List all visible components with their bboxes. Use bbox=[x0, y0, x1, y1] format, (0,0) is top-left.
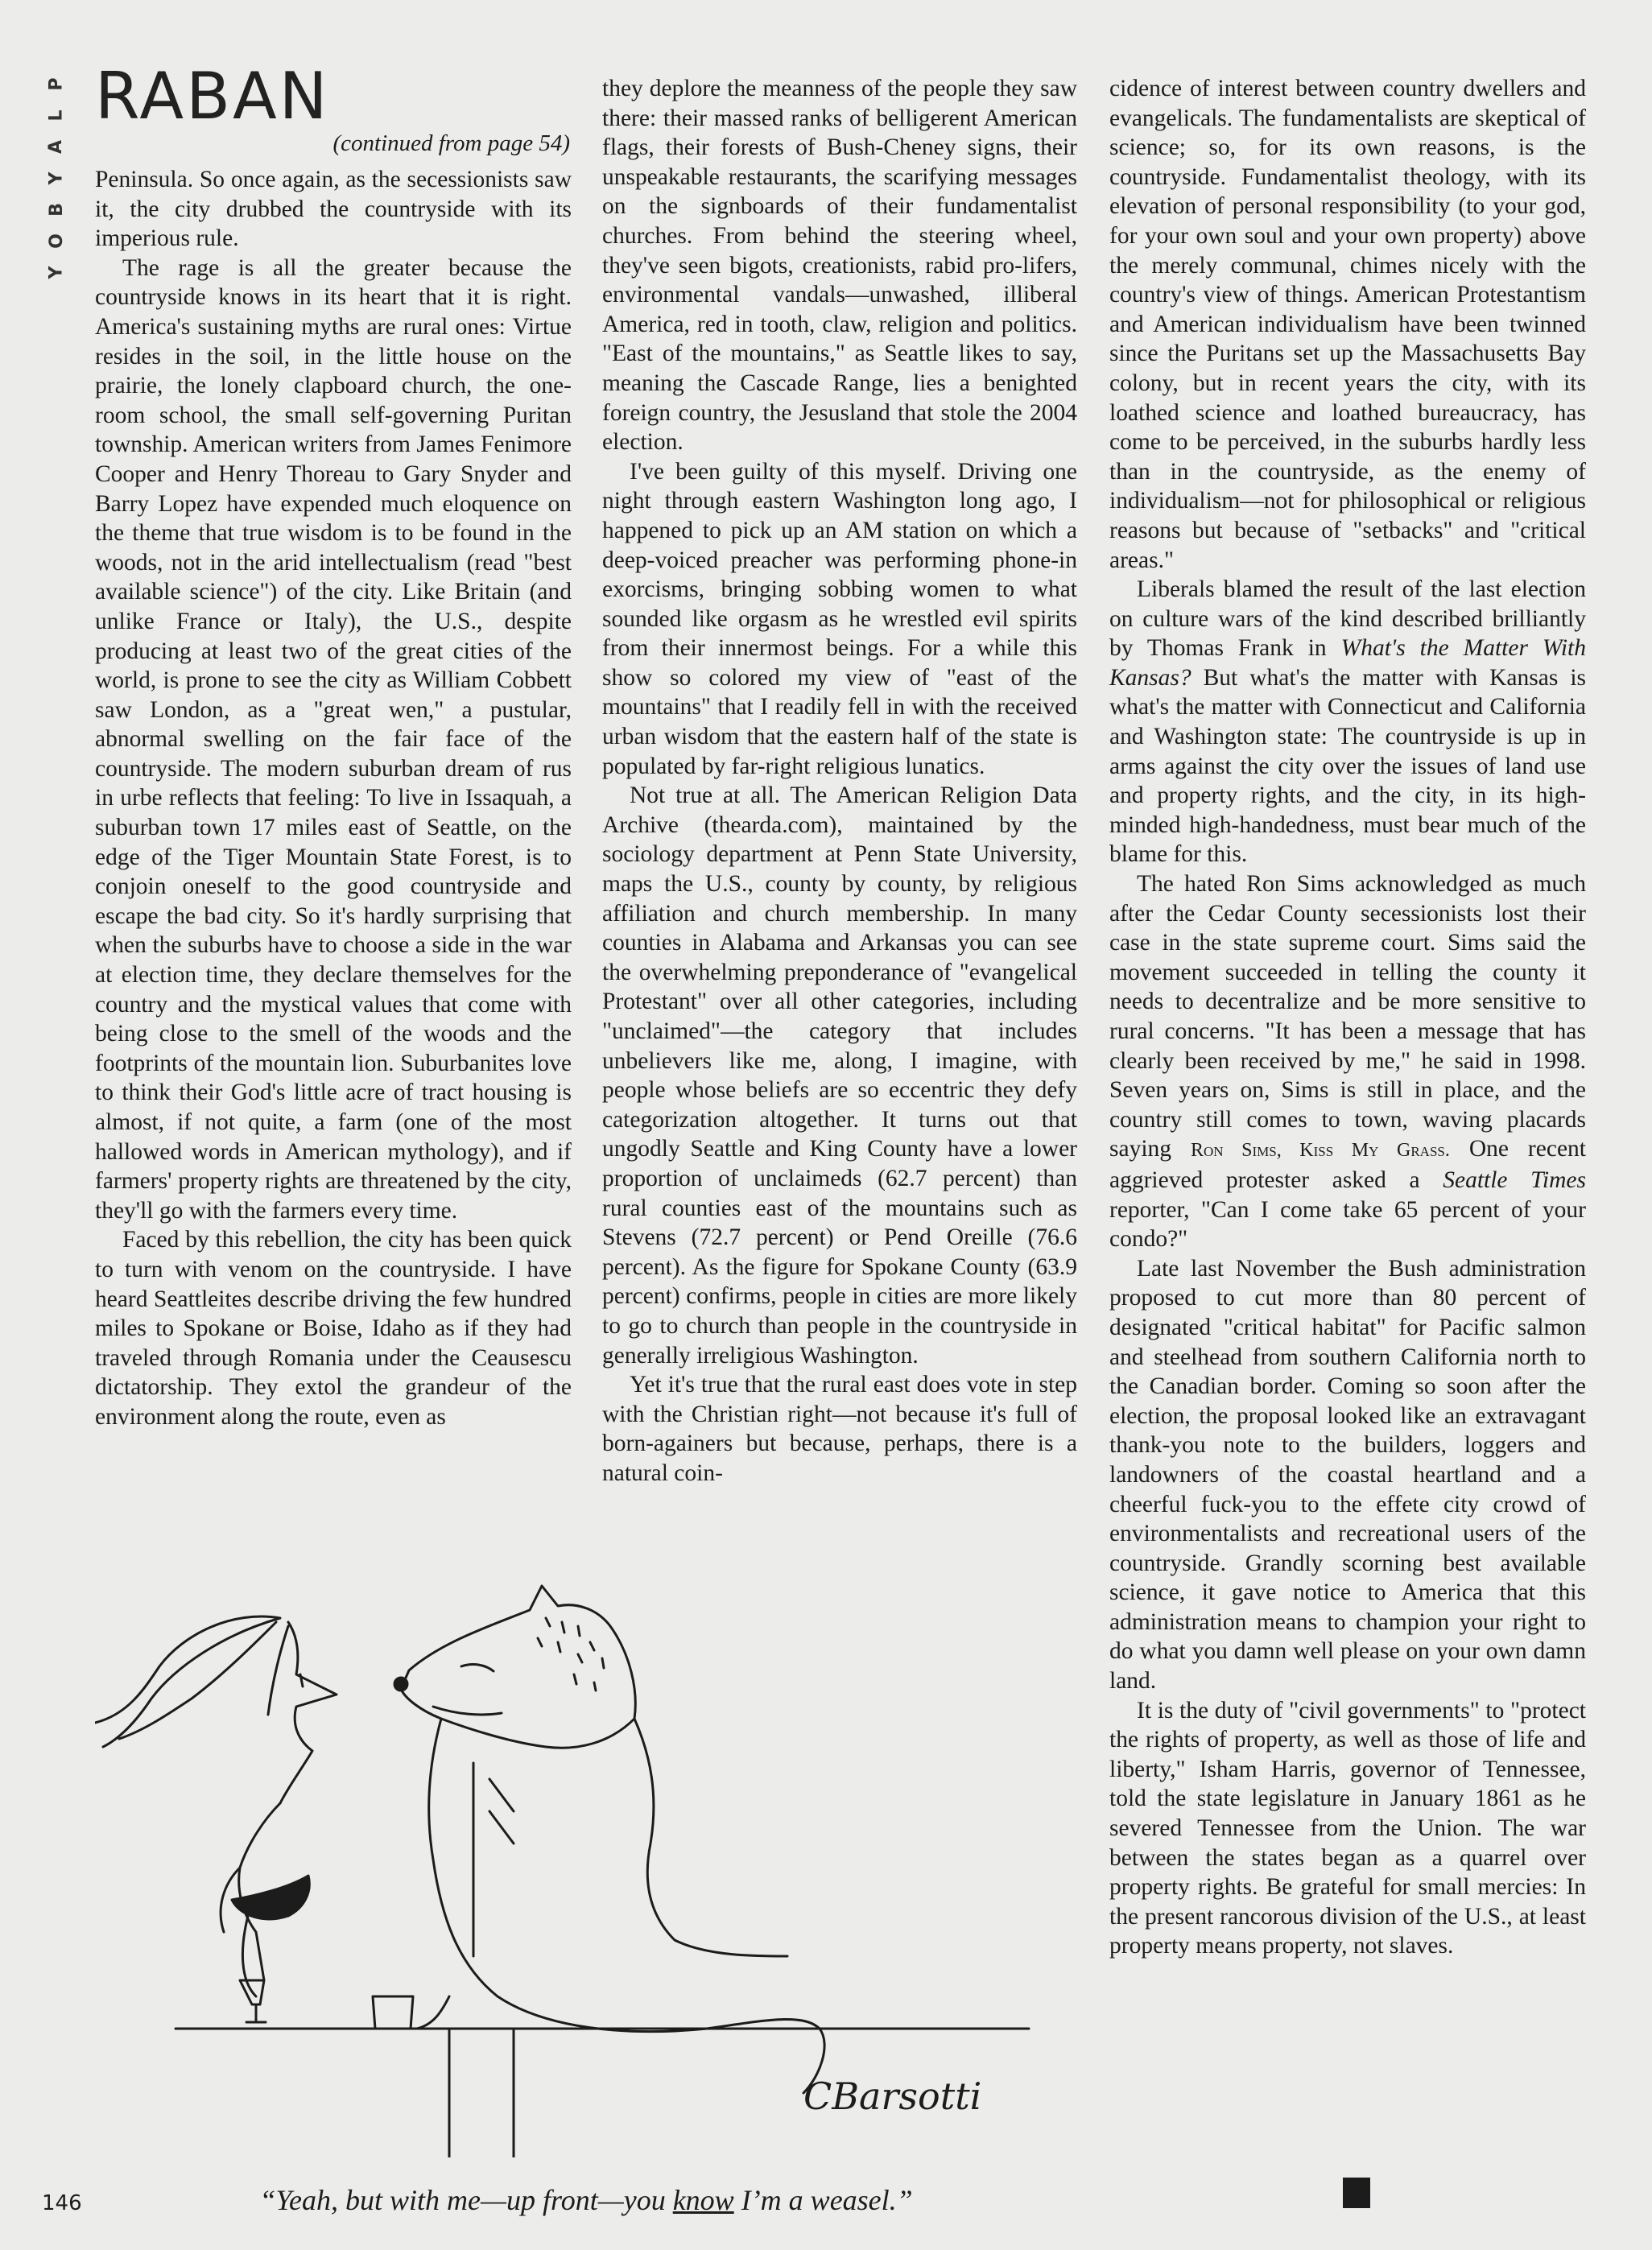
paragraph: Not true at all. The American Religion Data Archive (thearda.com), maintained by the sociology department at Penn State University, maps the U.S., county by county, by religious affiliation and church membership. In many counties in Alabama and Arkansas you can see the overwhelming preponderance of "evangelical Protestant" over all other categories, including "unclaimed"—the category that includes unbelievers like me, along, I imagine, with people whose beliefs are so eccentric they defy categorization altogether. It turns out that ungodly Seattle and King County have a lower proportion of unclaimeds (62.7 percent) than rural counties east of the mountains such as Stevens (72.7 percent) or Pend Oreille (76.6 percent). As the figure for Spokane County (63.9 percent) confirms, people in cities are more likely to go to church than people in the countryside in generally irreligious Washington. bbox=[602, 782, 1077, 1369]
cartoon-caption: “Yeah, but with me—up front—you know I’m a weasel.” bbox=[259, 2184, 913, 2216]
column-2 bbox=[602, 74, 1077, 1488]
column-3 bbox=[1109, 74, 1586, 1961]
cartoon-illustration bbox=[95, 1578, 1077, 2157]
weasel-body bbox=[429, 1719, 824, 2093]
paragraph: I've been guilty of this myself. Driving one night through eastern Washington long ago, I happened to pick up an AM station on which a deep-voiced preacher was performing phone-in exorcisms, bringing sobbing women to what sounded like orgasm as he wrestled evil spirits from their innermost beings. For a while this show so colored my view of "east of the mountains" that I readily fell in with the received urban wisdom that the eastern half of the state is populated by far-right religious lunatics. bbox=[602, 458, 1077, 779]
paragraph: cidence of interest between country dwellers and evangelicals. The fundamentalists are skeptical of science; so, for its own reasons, is the countryside. Fundamentalist theology, with its elevation of personal responsibility (to your god, for your own soul and your own property) above the merely communal, chimes nicely with the country's view of things. American Protestantism and American individualism have been twinned since the Puritans set up the Massachusetts Bay colony, but in recent years the city, with its loathed science and loathed bureaucracy, has come to be perceived, in the suburbs hardly less than in the countryside, as the enemy of individualism—not for philosophical or religious reasons but because of "setbacks" and "critical areas." bbox=[1109, 76, 1586, 573]
end-mark-icon bbox=[1343, 2178, 1370, 2208]
woman-face bbox=[280, 1622, 337, 1803]
paragraph: Faced by this rebellion, the city has been quick to turn with venom on the countryside. I have heard Seattleites describe driving the few hundred miles to Spokane or Boise, Idaho as if they had traveled through Romania under the Ceausescu dictatorship. They extol the grandeur of the environment along the route, even as bbox=[95, 1227, 572, 1430]
paragraph: The rage is all the greater because the countryside knows in its heart that it is right. America's sustaining myths are rural ones: Virtue resides in the soil, in the little house on the prairie, the lonely clapboard church, the one-room school, the small self-governing Puritan township. American writers from James Fenimore Cooper and Henry Thoreau to Gary Snyder and Barry Lopez have expended much eloquence on the theme that true wisdom is to be found in the woods, not in the arid intellectualism (read "best available science") of the city. Like Britain (and unlike France or Italy), the U.S., despite producing at least two of the great cities of the world, is prone to see the city as William Cobbett saw London, as a "great wen," a pustular, abnormal swelling on the fair face of the countryside. The modern suburban dream of rus in urbe reflects that feeling: To live in Issaquah, a suburban town 17 miles east of Seattle, on the edge of the Tiger Mountain State Forest, is to conjoin oneself to the good countryside and escape the bad city. So it's hardly surprising that when the suburbs have to choose a side in the war at election time, they declare themselves for the country and the mystical values that come with being close to the smell of the woods and the footprints of the mountain lion. Suburbanites love to think their God's little acre of tract housing is almost, if not quite, a farm (one of the most hallowed words in American mythology), and if farmers' property rights are threatened by the city, they'll go with the farmers every time. bbox=[95, 254, 572, 1224]
continued-note: (continued from page 54) bbox=[332, 130, 570, 156]
woman-hair bbox=[95, 1616, 288, 1747]
cartoon-signature: CBarsotti bbox=[803, 2075, 982, 2118]
paragraph: Peninsula. So once again, as the secessionists saw it, the city drubbed the countryside with its imperious rule. bbox=[95, 167, 572, 252]
weasel-head bbox=[401, 1586, 635, 1748]
cup bbox=[373, 1996, 413, 2029]
page-number: 146 bbox=[42, 2191, 82, 2215]
article-title: RABAN bbox=[95, 59, 330, 134]
paragraph: they deplore the meanness of the people they saw there: their massed ranks of belligerent American flags, their forests of Bush-Cheney signs, their unspeakable restaurants, the scarifying messages on the signboards of their fundamentalist churches. From behind the steering wheel, they've seen bigots, creationists, rabid pro-lifers, environmental vandals—unwashed, illiberal America, red in tooth, claw, religion and politics. "East of the mountains," as Seattle likes to say, meaning the Cascade Range, lies a benighted foreign country, the Jesusland that stole the 2004 election. bbox=[602, 76, 1077, 456]
paragraph: Yet it's true that the rural east does vote in step with the Christian right—not because it's full of born-againers but because, perhaps, there is a natural coin- bbox=[602, 1372, 1077, 1486]
paragraph: It is the duty of "civil governments" to "protect the rights of property, as well as those of life and liberty," Isham Harris, governor of Tennessee, told the state legislature in January 1861 as he severed Tennessee from the Union. The war between the states began as a quarrel over property rights. Be grateful for small mercies: In the present rancorous division of the U.S., at least property means property, not slaves. bbox=[1109, 1697, 1586, 1959]
paragraph: The hated Ron Sims acknowledged as much after the Cedar County secessionists lost their case in the state supreme court. Sims said the movement succeeded in telling the county it needs to decentralize and be more sensitive to rural concerns. "It has been a message that has clearly been received by me," he said in 1998. Seven years on, Sims is still in place, and the country still comes to town, waving placards saying Ron Sims, Kiss My Grass. One recent aggrieved protester asked a Seattle Times reporter, "Can I come take 65 percent of your condo?" bbox=[1109, 871, 1586, 1253]
column-1 bbox=[95, 165, 572, 1432]
paragraph: Liberals blamed the result of the last election on culture wars of the kind described brilliantly by Thomas Frank in What's the Matter With Kansas? But what's the matter with Kansas is what's the matter with Connecticut and California and Washington state: The countryside is up in arms against the city over the issues of land use and property rights, and the city, in its high-minded high-handedness, must bear much of the blame for this. bbox=[1109, 576, 1586, 868]
paragraph: Late last November the Bush administration proposed to cut more than 80 percent of designated "critical habitat" for Pacific salmon and steelhead from southern California north to the Canadian border. Coming so soon after the election, the proposal looked like an extravagant thank-you note to the builders, loggers and landowners of the coastal heartland and a cheerful fuck-you to the effete city crowd of environmentalists and recreational users of the countryside. Grandly scorning best available science, it gave notice to America that this administration means to champion your right to do what you damn well please on your own damn land. bbox=[1109, 1255, 1586, 1695]
wine-glass bbox=[240, 1980, 266, 2022]
masthead-vertical: P L A Y B O Y bbox=[46, 77, 67, 279]
